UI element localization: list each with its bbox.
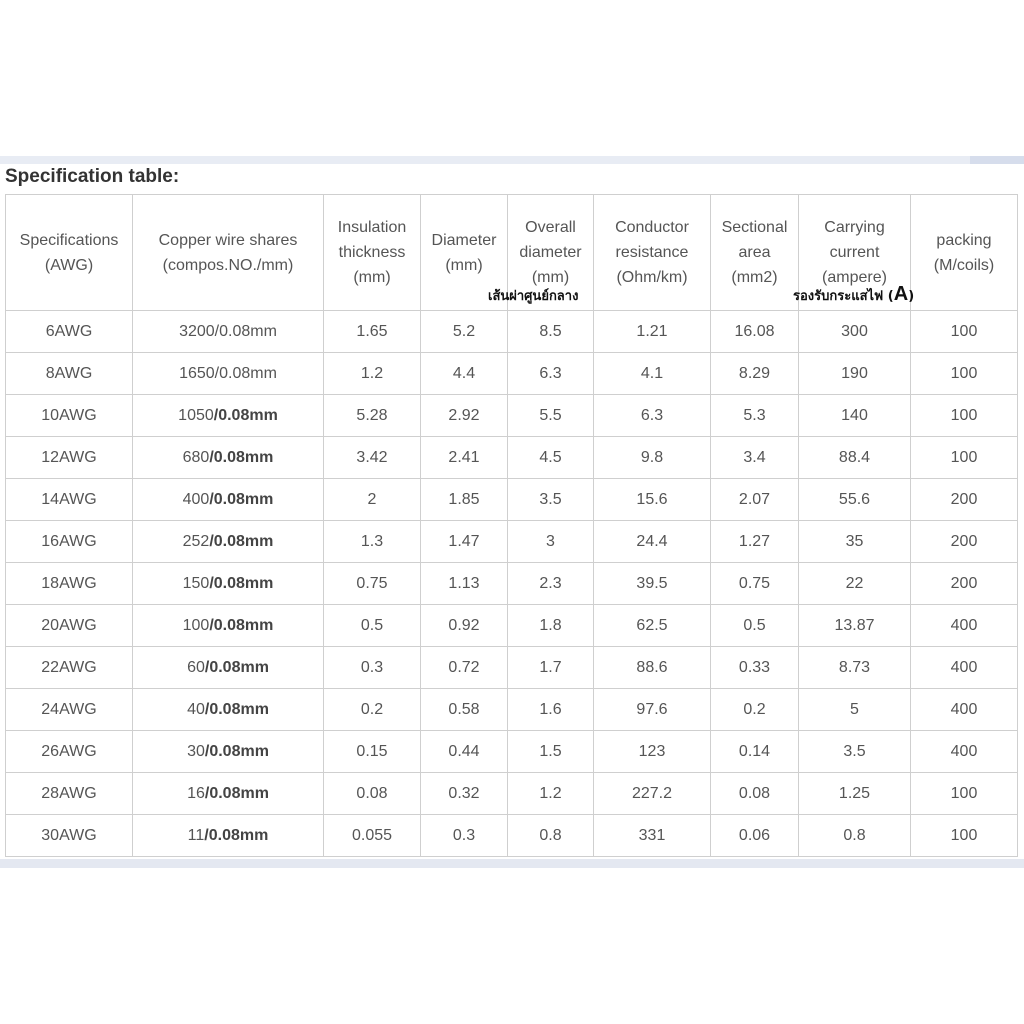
header-diameter: Diameter (mm) [421, 195, 508, 311]
table-cell: 400 [911, 647, 1018, 689]
table-cell: 100 [911, 773, 1018, 815]
table-row [6, 395, 1018, 437]
table-cell: 100/0.08mm [133, 605, 324, 647]
header-sectional-area: Sectional area (mm2) [711, 195, 799, 311]
table-cell: 252/0.08mm [133, 521, 324, 563]
table-row [6, 815, 1018, 857]
table-cell: 123 [594, 731, 711, 773]
table-cell: 0.33 [711, 647, 799, 689]
table-cell: 0.15 [324, 731, 421, 773]
bottom-divider-strip [0, 859, 1024, 868]
table-cell: 1.2 [324, 353, 421, 395]
table-cell: 13.87 [799, 605, 911, 647]
table-cell: 0.8 [799, 815, 911, 857]
table-cell: 100 [911, 311, 1018, 353]
table-cell: 100 [911, 395, 1018, 437]
header-overall-diameter: Overall diameter (mm) เส้นผ่าศูนย์กลาง [508, 195, 594, 311]
table-cell: 200 [911, 521, 1018, 563]
table-cell: 0.32 [421, 773, 508, 815]
table-cell: 1.7 [508, 647, 594, 689]
table-body [6, 311, 1018, 857]
table-cell: 3200/0.08mm [133, 311, 324, 353]
table-cell: 0.14 [711, 731, 799, 773]
table-row [6, 731, 1018, 773]
table-cell: 5.5 [508, 395, 594, 437]
table-cell: 30/0.08mm [133, 731, 324, 773]
table-cell: 0.08 [711, 773, 799, 815]
table-cell: 150/0.08mm [133, 563, 324, 605]
table-cell: 1.27 [711, 521, 799, 563]
table-cell: 5.28 [324, 395, 421, 437]
header-specifications: Specifications (AWG) [6, 195, 133, 311]
table-cell: 200 [911, 563, 1018, 605]
table-cell: 20AWG [6, 605, 133, 647]
table-cell: 3.5 [508, 479, 594, 521]
table-cell: 0.3 [421, 815, 508, 857]
table-cell: 24AWG [6, 689, 133, 731]
table-cell: 28AWG [6, 773, 133, 815]
table-cell: 400/0.08mm [133, 479, 324, 521]
table-cell: 0.75 [711, 563, 799, 605]
table-cell: 88.6 [594, 647, 711, 689]
table-cell: 1.6 [508, 689, 594, 731]
table-cell: 35 [799, 521, 911, 563]
table-cell: 331 [594, 815, 711, 857]
table-cell: 2.92 [421, 395, 508, 437]
table-row [6, 311, 1018, 353]
table-cell: 8AWG [6, 353, 133, 395]
table-cell: 0.2 [324, 689, 421, 731]
table-cell: 1.21 [594, 311, 711, 353]
table-cell: 1.8 [508, 605, 594, 647]
table-cell: 22 [799, 563, 911, 605]
table-cell: 2.07 [711, 479, 799, 521]
table-row [6, 689, 1018, 731]
table-cell: 97.6 [594, 689, 711, 731]
table-cell: 1.3 [324, 521, 421, 563]
table-cell: 11/0.08mm [133, 815, 324, 857]
table-cell: 1.2 [508, 773, 594, 815]
specification-table [5, 194, 1018, 857]
table-cell: 3.4 [711, 437, 799, 479]
table-cell: 10AWG [6, 395, 133, 437]
table-cell: 6.3 [508, 353, 594, 395]
table-cell: 26AWG [6, 731, 133, 773]
table-cell: 55.6 [799, 479, 911, 521]
table-cell: 2.41 [421, 437, 508, 479]
table-cell: 400 [911, 605, 1018, 647]
table-cell: 0.055 [324, 815, 421, 857]
table-cell: 18AWG [6, 563, 133, 605]
table-cell: 1.47 [421, 521, 508, 563]
header-copper-wire-shares: Copper wire shares (compos.NO./mm) [133, 195, 324, 311]
table-cell: 300 [799, 311, 911, 353]
table-cell: 5 [799, 689, 911, 731]
table-cell: 1.85 [421, 479, 508, 521]
table-cell: 3.42 [324, 437, 421, 479]
table-cell: 1.13 [421, 563, 508, 605]
header-conductor-resistance: Conductor resistance (Ohm/km) [594, 195, 711, 311]
table-cell: 16/0.08mm [133, 773, 324, 815]
table-cell: 5.2 [421, 311, 508, 353]
table-cell: 140 [799, 395, 911, 437]
table-cell: 400 [911, 731, 1018, 773]
table-cell: 9.8 [594, 437, 711, 479]
table-row [6, 521, 1018, 563]
table-cell: 6AWG [6, 311, 133, 353]
table-cell: 30AWG [6, 815, 133, 857]
table-cell: 0.75 [324, 563, 421, 605]
header-carrying-current: Carrying current (ampere) รองรับกระแสไฟ (A) [799, 195, 911, 311]
table-cell: 1.65 [324, 311, 421, 353]
table-cell: 40/0.08mm [133, 689, 324, 731]
table-cell: 2.3 [508, 563, 594, 605]
header-packing: packing (M/coils) [911, 195, 1018, 311]
carrying-current-thai-note: รองรับกระแสไฟ (A) [793, 283, 915, 305]
table-cell: 5.3 [711, 395, 799, 437]
table-cell: 60/0.08mm [133, 647, 324, 689]
table-cell: 0.5 [711, 605, 799, 647]
table-cell: 100 [911, 353, 1018, 395]
table-row [6, 479, 1018, 521]
table-cell: 1650/0.08mm [133, 353, 324, 395]
table-cell: 0.72 [421, 647, 508, 689]
top-divider-strip [0, 156, 1024, 164]
table-row [6, 563, 1018, 605]
table-cell: 0.3 [324, 647, 421, 689]
table-cell: 3.5 [799, 731, 911, 773]
table-cell: 2 [324, 479, 421, 521]
table-cell: 0.5 [324, 605, 421, 647]
table-cell: 0.92 [421, 605, 508, 647]
table-cell: 14AWG [6, 479, 133, 521]
table-cell: 4.5 [508, 437, 594, 479]
table-row [6, 353, 1018, 395]
table-cell: 0.06 [711, 815, 799, 857]
table-cell: 16.08 [711, 311, 799, 353]
header-insulation-thickness: Insulation thickness (mm) [324, 195, 421, 311]
table-cell: 8.5 [508, 311, 594, 353]
table-cell: 88.4 [799, 437, 911, 479]
table-cell: 227.2 [594, 773, 711, 815]
table-cell: 1.5 [508, 731, 594, 773]
table-cell: 0.8 [508, 815, 594, 857]
table-cell: 16AWG [6, 521, 133, 563]
table-cell: 680/0.08mm [133, 437, 324, 479]
table-cell: 1050/0.08mm [133, 395, 324, 437]
table-row [6, 647, 1018, 689]
table-cell: 62.5 [594, 605, 711, 647]
table-cell: 1.25 [799, 773, 911, 815]
table-cell: 400 [911, 689, 1018, 731]
table-row [6, 605, 1018, 647]
table-cell: 100 [911, 437, 1018, 479]
table-cell: 6.3 [594, 395, 711, 437]
table-row [6, 773, 1018, 815]
table-cell: 0.58 [421, 689, 508, 731]
table-title: Specification table: [5, 166, 180, 187]
table-cell: 4.4 [421, 353, 508, 395]
table-cell: 0.2 [711, 689, 799, 731]
table-cell: 190 [799, 353, 911, 395]
overall-diameter-thai-note: เส้นผ่าศูนย์กลาง [488, 289, 579, 304]
table-cell: 22AWG [6, 647, 133, 689]
table-cell: 24.4 [594, 521, 711, 563]
table-cell: 8.29 [711, 353, 799, 395]
table-cell: 100 [911, 815, 1018, 857]
table-cell: 4.1 [594, 353, 711, 395]
table-cell: 3 [508, 521, 594, 563]
table-cell: 8.73 [799, 647, 911, 689]
table-cell: 200 [911, 479, 1018, 521]
table-header-row [6, 195, 1018, 311]
table-cell: 0.44 [421, 731, 508, 773]
table-cell: 39.5 [594, 563, 711, 605]
table-cell: 15.6 [594, 479, 711, 521]
table-cell: 12AWG [6, 437, 133, 479]
table-cell: 0.08 [324, 773, 421, 815]
table-row [6, 437, 1018, 479]
